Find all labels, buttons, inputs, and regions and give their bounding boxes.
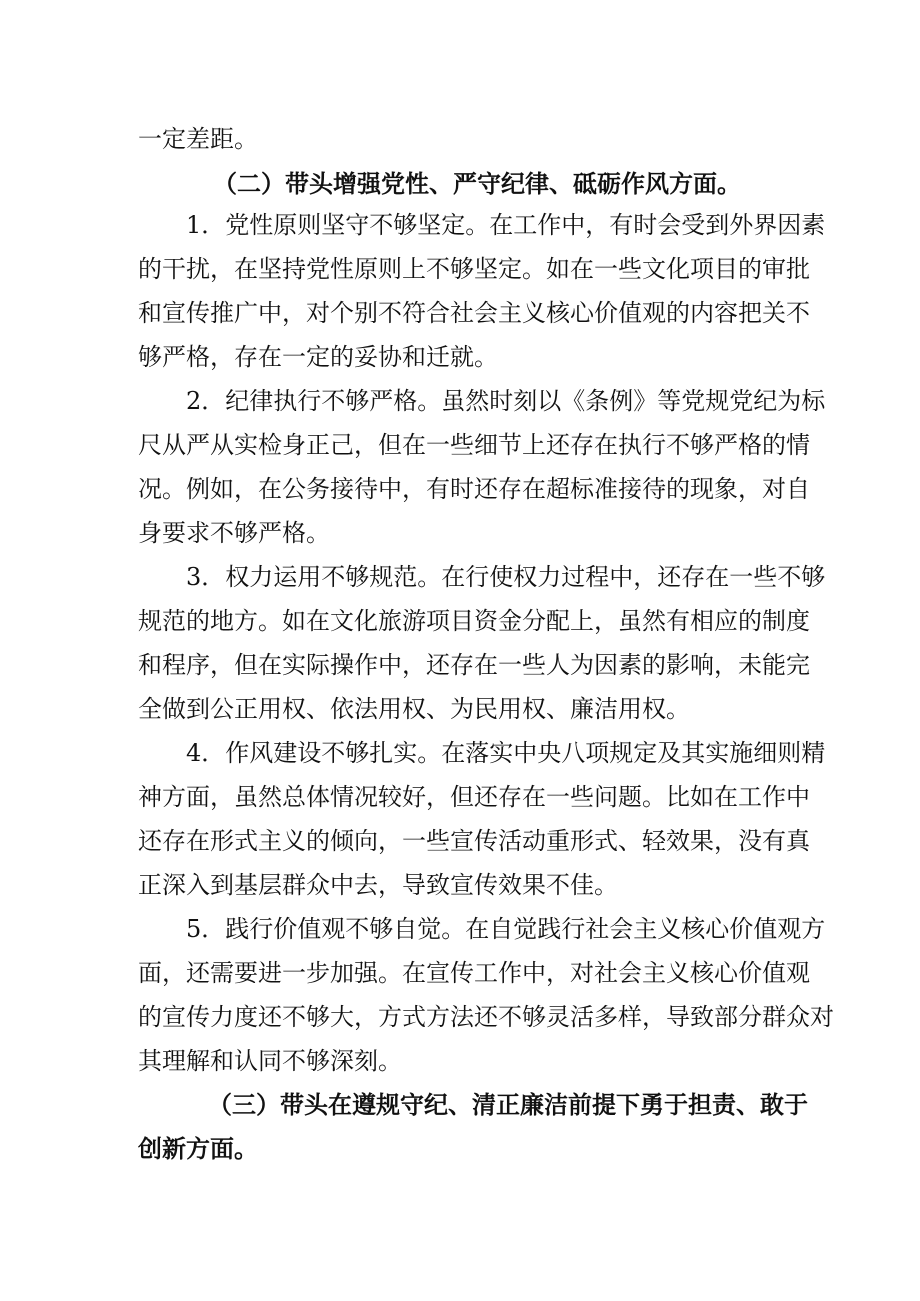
paragraph-line: 3．权力运用不够规范。在行使权力过程中，还存在一些不够 bbox=[186, 563, 826, 591]
paragraph-line: 5．践行价值观不够自觉。在自觉践行社会主义核心价值观方 bbox=[186, 915, 826, 943]
text-line: 一定差距。 bbox=[138, 125, 258, 153]
paragraph-line: 的干扰，在坚持党性原则上不够坚定。如在一些文化项目的审批 bbox=[138, 255, 810, 283]
paragraph-line: 2．纪律执行不够严格。虽然时刻以《条例》等党规党纪为标 bbox=[186, 387, 826, 415]
paragraph-line: 4．作风建设不够扎实。在落实中央八项规定及其实施细则精 bbox=[186, 739, 826, 767]
paragraph-line: 还存在形式主义的倾向，一些宣传活动重形式、轻效果，没有真 bbox=[138, 827, 810, 855]
paragraph-line: 的宣传力度还不够大，方式方法还不够灵活多样，导致部分群众对 bbox=[138, 1003, 834, 1031]
paragraph-line: 和宣传推广中，对个别不符合社会主义核心价值观的内容把关不 bbox=[138, 299, 810, 327]
paragraph-line: 其理解和认同不够深刻。 bbox=[138, 1047, 402, 1075]
section-heading: （二）带头增强党性、严守纪律、砥砺作风方面。 bbox=[213, 170, 741, 198]
section-heading-continued: 创新方面。 bbox=[138, 1135, 258, 1163]
paragraph-line: 神方面，虽然总体情况较好，但还存在一些问题。比如在工作中 bbox=[138, 783, 810, 811]
paragraph-line: 全做到公正用权、依法用权、为民用权、廉洁用权。 bbox=[138, 695, 690, 723]
paragraph-line: 面，还需要进一步加强。在宣传工作中，对社会主义核心价值观 bbox=[138, 959, 810, 987]
section-heading: （三）带头在遵规守纪、清正廉洁前提下勇于担责、敢于 bbox=[208, 1091, 808, 1119]
paragraph-line: 况。例如，在公务接待中，有时还存在超标准接待的现象，对自 bbox=[138, 475, 810, 503]
paragraph-line: 身要求不够严格。 bbox=[138, 519, 330, 547]
paragraph-line: 规范的地方。如在文化旅游项目资金分配上，虽然有相应的制度 bbox=[138, 607, 810, 635]
paragraph-line: 和程序，但在实际操作中，还存在一些人为因素的影响，未能完 bbox=[138, 651, 810, 679]
paragraph-line: 正深入到基层群众中去，导致宣传效果不佳。 bbox=[138, 871, 618, 899]
paragraph-line: 够严格，存在一定的妥协和迁就。 bbox=[138, 343, 498, 371]
paragraph-line: 1．党性原则坚守不够坚定。在工作中，有时会受到外界因素 bbox=[186, 211, 826, 239]
paragraph-line: 尺从严从实检身正己，但在一些细节上还存在执行不够严格的情 bbox=[138, 431, 810, 459]
